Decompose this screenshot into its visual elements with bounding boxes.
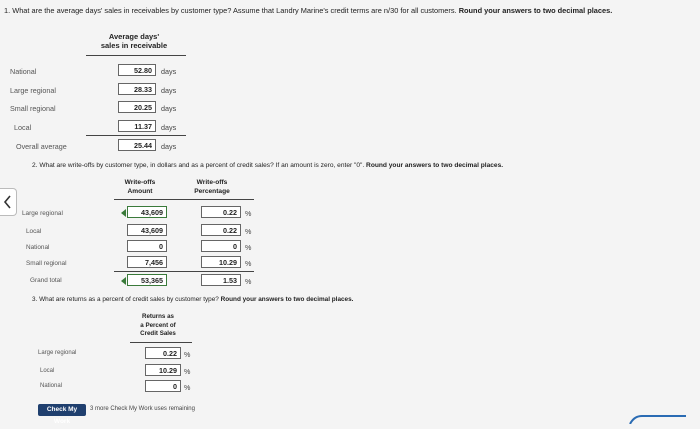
row-label: Large regional (10, 86, 56, 95)
q3-header-line2: a Percent of (140, 321, 176, 329)
question-3-text (32, 296, 353, 303)
q1-local-input[interactable]: 11.37 (118, 120, 156, 132)
q3-header (126, 313, 190, 339)
unit-label: % (245, 277, 252, 286)
q2-header-rule (114, 199, 254, 200)
question-2-body: 2. What are write-offs by customer type, in dollars and as a percent of credit sales? If an amount is zero, enter "0". (32, 162, 365, 169)
unit-label: days (161, 142, 177, 151)
q3-local-input[interactable]: 10.29 (145, 364, 181, 376)
q3-national-input[interactable]: 0 (145, 380, 181, 392)
q2-amount-header (110, 178, 170, 196)
q2-small-regional-pct-input[interactable]: 10.29 (201, 256, 241, 268)
unit-label: % (184, 367, 191, 376)
q1-header (84, 32, 184, 50)
unit-label: days (161, 104, 177, 113)
q2-pct-header-line2: Percentage (194, 188, 230, 195)
row-label: Large regional (38, 350, 77, 356)
q1-header-line1: Average days' (108, 32, 160, 41)
row-label: National (10, 67, 37, 76)
q2-grand-total-pct-input[interactable]: 1.53 (201, 274, 241, 286)
q1-header-rule (86, 55, 186, 56)
row-label: Local (40, 368, 55, 374)
row-label: Local (26, 228, 42, 235)
question-1-text (4, 6, 612, 15)
q2-grand-total-amount-input[interactable]: 53,365 (127, 274, 167, 286)
remaining-uses-text: 3 more Check My Work uses remaining (90, 406, 195, 412)
q1-total-rule (86, 135, 186, 136)
unit-label: days (161, 86, 177, 95)
q2-large-regional-amount-input[interactable]: 43,609 (127, 206, 167, 218)
q2-large-regional-pct-input[interactable]: 0.22 (201, 206, 241, 218)
unit-label: % (245, 243, 252, 252)
q2-local-pct-input[interactable]: 0.22 (201, 224, 241, 236)
unit-label: days (161, 67, 177, 76)
row-label: National (40, 383, 63, 389)
q1-small-regional-input[interactable]: 20.25 (118, 101, 156, 113)
q2-national-pct-input[interactable]: 0 (201, 240, 241, 252)
question-2-instruction: Round your answers to two decimal places. (364, 162, 504, 169)
unit-label: % (245, 227, 252, 236)
q3-large-regional-input[interactable]: 0.22 (145, 347, 181, 359)
q2-small-regional-amount-input[interactable]: 7,456 (127, 256, 167, 268)
chevron-left-icon (3, 195, 12, 209)
row-label: Overall average (16, 142, 67, 151)
unit-label: days (161, 123, 177, 132)
q2-local-amount-input[interactable]: 43,609 (127, 224, 167, 236)
row-label: Large regional (22, 210, 63, 217)
next-button-partial[interactable] (628, 411, 688, 423)
row-label: Small regional (26, 260, 67, 267)
q3-header-line1: Returns as (142, 313, 174, 320)
question-2-text (32, 162, 503, 169)
row-label: Small regional (10, 104, 56, 113)
check-my-work-button[interactable]: Check My Work (38, 404, 86, 416)
unit-label: % (245, 259, 252, 268)
question-3-body: 3. What are returns as a percent of credit sales by customer type? (32, 296, 219, 303)
previous-arrow-button[interactable] (0, 188, 17, 216)
unit-label: % (184, 383, 191, 392)
q2-pct-header-line1: Write-offs (196, 179, 228, 186)
q3-header-rule (130, 342, 192, 343)
q2-pct-header (184, 178, 240, 196)
unit-label: % (245, 209, 252, 218)
row-label: Local (14, 123, 32, 132)
q2-total-rule (114, 271, 254, 272)
amount-indicator-icon (121, 277, 126, 285)
question-3-instruction: Round your answers to two decimal places. (218, 296, 354, 303)
next-arrow-icon (628, 412, 688, 424)
q3-header-line3: Credit Sales (140, 330, 176, 337)
q1-national-input[interactable]: 52.80 (118, 64, 156, 76)
q2-amount-header-line2: Amount (127, 188, 153, 195)
row-label: National (26, 244, 50, 251)
question-1-body: 1. What are the average days' sales in receivables by customer type? Assume that Landry Marine's credit terms are n/30 for all customers. (4, 6, 457, 15)
q2-amount-header-line1: Write-offs (124, 179, 156, 186)
row-label: Grand total (30, 277, 62, 284)
unit-label: % (184, 350, 191, 359)
q1-overall-input[interactable]: 25.44 (118, 139, 156, 151)
q2-national-amount-input[interactable]: 0 (127, 240, 167, 252)
q1-header-line2: sales in receivable (100, 41, 168, 50)
q1-large-regional-input[interactable]: 28.33 (118, 83, 156, 95)
question-1-instruction: Round your answers to two decimal places. (456, 6, 613, 15)
amount-indicator-icon (121, 209, 126, 217)
